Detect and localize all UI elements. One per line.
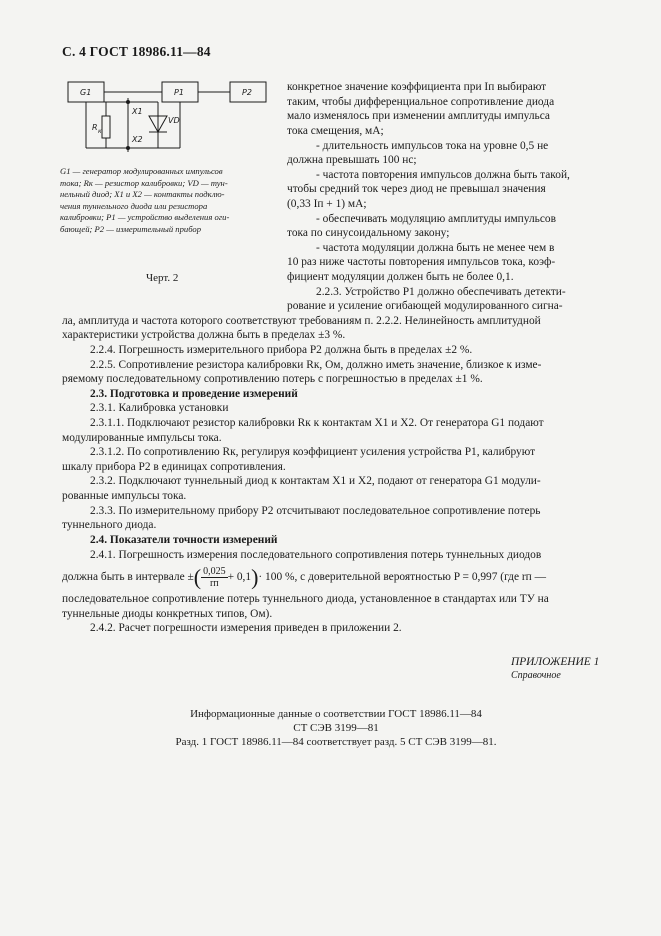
- label-p2: P2: [242, 88, 252, 97]
- caption-line: G1 — генератор модулированных импульсов: [60, 166, 223, 176]
- text-line: - частота повторения импульсов должна быть такой,: [316, 169, 570, 181]
- section-heading: 2.4. Показатели точности измерений: [90, 534, 278, 546]
- text-line: тока по синусоидальному закону;: [287, 227, 450, 239]
- appendix-title: ПРИЛОЖЕНИЕ 1: [511, 656, 600, 668]
- formula-denominator: rп: [209, 578, 219, 589]
- footer-line: СТ СЭВ 3199—81: [293, 722, 379, 734]
- caption-line: тока; Rк — резистор калибровки; VD — тун-: [60, 177, 228, 188]
- text-line: 2.2.5. Сопротивление резистора калибровки Rк, Ом, должно иметь значение, близкое к изме-: [90, 359, 542, 371]
- text-line: (0,33 Iп + 1) мА;: [287, 198, 367, 210]
- formula-before: должна быть в интервале ±: [62, 571, 194, 584]
- section-heading: 2.3. Подготовка и проведение измерений: [90, 388, 298, 400]
- text-line: фициент модуляции должен быть не более 0,1.: [287, 271, 514, 283]
- text-line: характеристики устройства должна быть в пределах ±3 %.: [62, 329, 346, 341]
- text-line: модулированные импульсы тока.: [62, 432, 222, 444]
- caption-line: калибровки; P1 — устройство выделения оги-: [60, 212, 230, 223]
- caption-line: бающей; P2 — измерительный прибор: [60, 223, 201, 234]
- text-line: шкалу прибора P2 в единицах сопротивления.: [62, 461, 286, 473]
- appendix-subtitle: Справочное: [511, 670, 561, 681]
- caption-line: чения туннельного диода или резистора: [60, 200, 208, 211]
- footer-line: Информационные данные о соответствии ГОСТ 18986.11—84: [190, 708, 482, 720]
- text-line: 2.3.1.1. Подключают резистор калибровки Rк к контактам X1 и X2. От генератора G1 подают: [90, 417, 544, 429]
- text-line: 10 раз ниже частоты повторения импульсов тока, коэф-: [287, 256, 556, 268]
- text-line: 2.3.1.2. По сопротивлению Rк, регулируя коэффициент усиления устройства P1, калибруют: [90, 446, 536, 458]
- text-line: ряемому последовательному сопротивлению потерь с погрешностью в пределах ±1 %.: [62, 373, 483, 385]
- text-line: рованные импульсы тока.: [62, 490, 187, 502]
- label-rk-sub: к: [98, 128, 102, 135]
- page-header: С. 4 ГОСТ 18986.11—84: [62, 44, 211, 59]
- text-line: ла, амплитуда и частота которого соответствуют требованиям п. 2.2.2. Нелинейность амплитудной: [62, 315, 541, 327]
- label-rk: R: [92, 123, 98, 132]
- label-x2: X2: [132, 135, 143, 144]
- formula-after: · 100 %, с доверительной вероятностью P = 0,997 (где rп —: [258, 571, 547, 584]
- text-line: 2.2.4. Погрешность измерительного прибора P2 должна быть в пределах ±2 %.: [90, 344, 473, 356]
- resistor-rk: [102, 116, 110, 138]
- text-line: последовательное сопротивление потерь туннельного диода, установленное в стандартах или ТУ на: [62, 593, 549, 605]
- text-line: 2.3.2. Подключают туннельный диод к контактам X1 и X2, подают от генератора G1 модули-: [90, 475, 541, 487]
- text-line: - обеспечивать модуляцию амплитуды импульсов: [316, 213, 556, 225]
- text-line: 2.4.1. Погрешность измерения последовательного сопротивления потерь туннельных диодов: [90, 549, 542, 561]
- text-line: тока смещения, мА;: [287, 125, 384, 137]
- label-vd: VD: [168, 116, 180, 125]
- label-x1: X1: [132, 107, 143, 116]
- text-line: 2.3.1. Калибровка установки: [90, 402, 229, 414]
- text-line: 2.3.3. По измерительному прибору P2 отсчитывают последовательное сопротивление потерь: [90, 505, 541, 517]
- footer-line: Разд. 1 ГОСТ 18986.11—84 соответствует разд. 5 СТ СЭВ 3199—81.: [175, 736, 497, 748]
- label-g1: G1: [80, 88, 92, 97]
- formula-line: должна быть в интервале ±( $\frac{0,025}{rп}$ + 0,1)· 100 %, с доверительной вероятностью P = 0,997 (где rп —: [62, 564, 547, 590]
- text-line: чтобы средний ток через диод не превышал значения: [287, 183, 546, 195]
- formula-numerator: 0,025: [203, 566, 226, 577]
- text-line: туннельные диоды конкретных типов, Ом).: [62, 608, 273, 620]
- text-line: 2.2.3. Устройство P1 должно обеспечивать детекти-: [316, 286, 566, 298]
- text-line: таким, чтобы дифференциальное сопротивление диода: [287, 96, 555, 108]
- formula-plus: + 0,1: [227, 571, 252, 584]
- text-line: - длительность импульсов тока на уровне 0,5 не: [316, 140, 549, 152]
- caption-line: нельный диод; X1 и X2 — контакты подклю-: [60, 189, 225, 200]
- text-line: туннельного диода.: [62, 519, 157, 531]
- text-line: - частота модуляции должна быть не менее чем в: [316, 242, 555, 254]
- text-line: рование и усиление огибающей модулированного сигна-: [287, 300, 563, 312]
- formula-fraction: [201, 566, 228, 589]
- text-line: 2.4.2. Расчет погрешности измерения приведен в приложении 2.: [90, 622, 402, 634]
- figure-label: Черт. 2: [146, 272, 179, 284]
- figure-caption: [60, 166, 270, 236]
- text-line: должна превышать 100 нс;: [287, 154, 417, 166]
- label-p1: P1: [174, 88, 184, 97]
- text-line: мало изменялось при изменении амплитуды импульса: [287, 110, 550, 122]
- circuit-diagram: [66, 76, 271, 162]
- text-line: конкретное значение коэффициента при Iп выбирают: [287, 81, 547, 93]
